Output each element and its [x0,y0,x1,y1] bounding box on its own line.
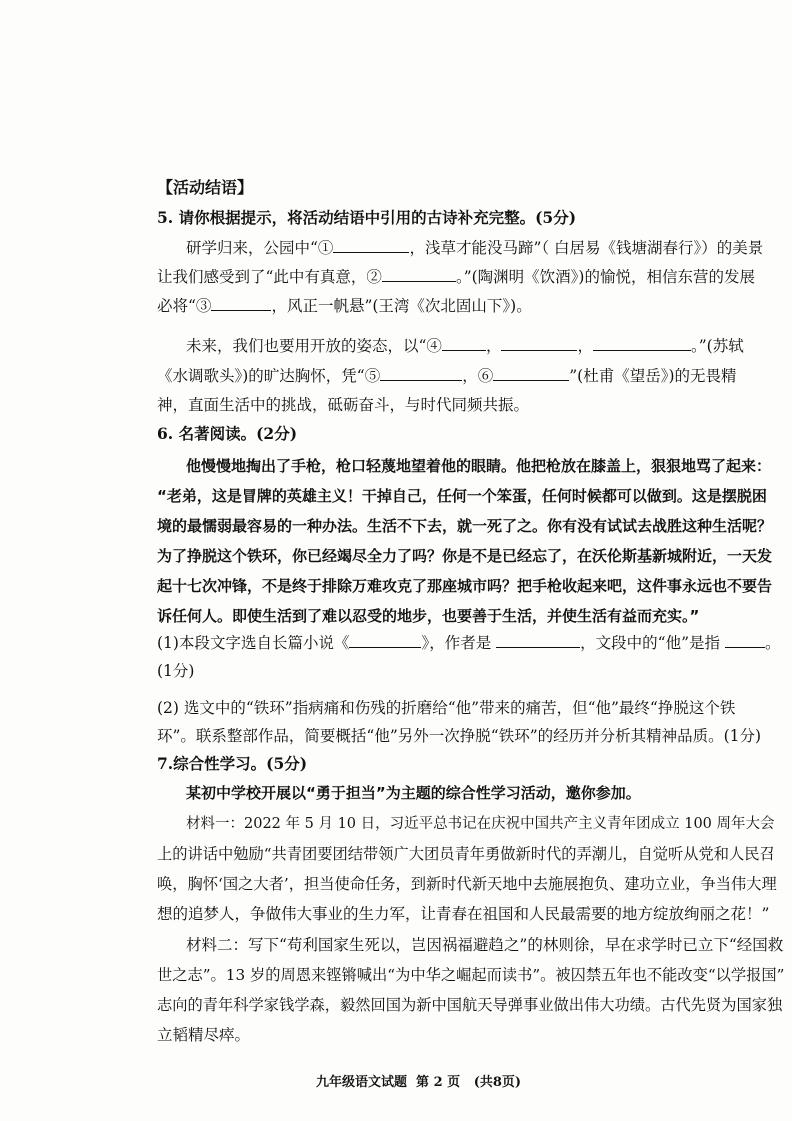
text: 《水调歌头》)的旷达胸怀，凭“⑤ [157,367,381,385]
q5-p2-line1 [186,336,744,356]
page-footer: 九年级语文试题 第 2 页 (共8页) [316,1075,522,1090]
text: 。”(陶渊明《饮酒》)的愉悦，相信东营的发展 [455,268,755,286]
text: 。 [764,634,781,652]
text: (1)本段文字选自长篇小说《 [157,634,350,652]
q6-passage-line: 诉任何人。即使生活到了难以忍受的地步，也要善于生活，并使生活有益而充实。” [157,607,700,625]
answer-blank-1[interactable] [333,238,409,253]
answer-blank-4c[interactable] [593,336,691,351]
q7-material2-line: 志向的青年科学家钱学森，毅然回国为新中国航天导弹事业做出伟大功绩。古代先贤为国家独 [157,996,783,1014]
text: 让我们感受到了“此中有真意，② [157,268,382,286]
text: 研学归来，公园中“① [186,239,334,257]
q6-passage-line: 境的最懦弱最容易的一种办法。生活不下去，就一死了之。你有没有试试去战胜这种生活呢？ [157,517,773,535]
q5-p2-line2 [157,366,737,386]
text: 未来，我们也要用开放的姿态，以“④ [186,337,442,355]
text: ，风正一帆悬”(王湾《次北固山下》)。 [271,297,532,315]
text: 。”(苏轼 [690,337,744,355]
q5-stem: 5. 请你根据提示，将活动结语中引用的古诗补充完整。(5分) [157,208,577,227]
text: ，浅草才能没马蹄”（ 白居易《钱塘湖春行》）的美景 [409,239,764,257]
text: ，⑥ [462,367,494,385]
answer-blank-author[interactable] [496,633,580,648]
text: ，文段中的“他”是指 [580,634,721,652]
q6-sub2-line1: (2) 选文中的“铁环”指病痛和伤残的折磨给“他”带来的痛苦，但“他”最终“挣脱这个铁 [157,699,736,717]
answer-blank-5[interactable] [380,366,462,381]
q7-material1-line: 想的追梦人，争做伟大事业的生力军，让青春在祖国和人民最需要的地方绽放绚丽之花！” [157,905,770,923]
text: ”(杜甫《望岳》)的无畏精 [569,367,737,385]
q6-sub1-score: (1分) [157,662,195,680]
q7-material1-line: 上的讲话中勉励“共青团要团结带领广大团员青年勇做新时代的弄潮儿，自觉听从党和人民召 [157,845,775,863]
text: 必将“③ [157,297,212,315]
answer-blank-4a[interactable] [442,336,486,351]
q5-p1-line2 [157,267,755,287]
q7-material2-line: 立韬精尽瘁。 [157,1026,251,1044]
answer-blank-novel[interactable] [349,633,421,648]
q7-material2-line: 世之志”。13 岁的周恩来铿锵喊出“为中华之崛起而读书”。被囚禁五年也不能改变“以学报国” [157,966,785,984]
text: ， [485,337,502,355]
section-heading: 【活动结语】 [157,178,254,197]
q7-material1-line: 材料一：2022 年 5 月 10 日，习近平总书记在庆祝中国共产主义青年团成立 100 周年大会 [186,816,775,832]
q6-stem: 6. 名著阅读。(2分) [157,424,298,443]
q6-passage-line: 他慢慢地掏出了手枪，枪口轻蔑地望着他的眼睛。他把枪放在膝盖上，狠狠地骂了起来： [186,457,772,475]
q6-passage-line: 起十七次冲锋，不是终于排除万难攻克了那座城市吗？把手枪收起来吧，这件事永远也不要告 [157,577,773,595]
q6-sub1 [157,633,780,653]
q7-material1-line: 唤，胸怀‘国之大者’，担当使命任务，到新时代新天地中去施展抱负、建功立业，争当伟大理 [157,875,777,893]
q7-stem: 7.综合性学习。(5分) [157,754,308,773]
q5-p1-line3 [157,296,532,316]
text: ， [577,337,593,355]
text: 》，作者是 [421,634,492,652]
q6-passage-line: “老弟，这是冒牌的英雄主义！干掉自己，任何一个笨蛋，任何时候都可以做到。这是摆脱困 [157,487,767,505]
q5-p1-line1 [186,238,763,258]
answer-blank-2[interactable] [382,267,456,282]
q7-material2-line: 材料二：写下“苟利国家生死以，岂因祸福避趋之”的林则徐，早在求学时已立下“经国救 [186,936,784,954]
answer-blank-4b[interactable] [501,336,577,351]
q6-passage-line: 为了挣脱这个铁环，你已经竭尽全力了吗？你是不是已经忘了，在沃伦斯基新城附近，一天发 [157,547,773,565]
answer-blank-he[interactable] [725,633,765,648]
answer-blank-3[interactable] [211,296,271,311]
answer-blank-6[interactable] [493,366,569,381]
q5-p2-line3: 神，直面生活中的挑战，砥砺奋斗，与时代同频共振。 [157,396,530,414]
q6-sub2-line2: 环”。联系整部作品，简要概括“他”另外一次挣脱“铁环”的经历并分析其精神品质。(1分) [157,727,762,745]
q7-intro: 某初中学校开展以“勇于担当”为主题的综合性学习活动，邀你参加。 [186,784,641,802]
